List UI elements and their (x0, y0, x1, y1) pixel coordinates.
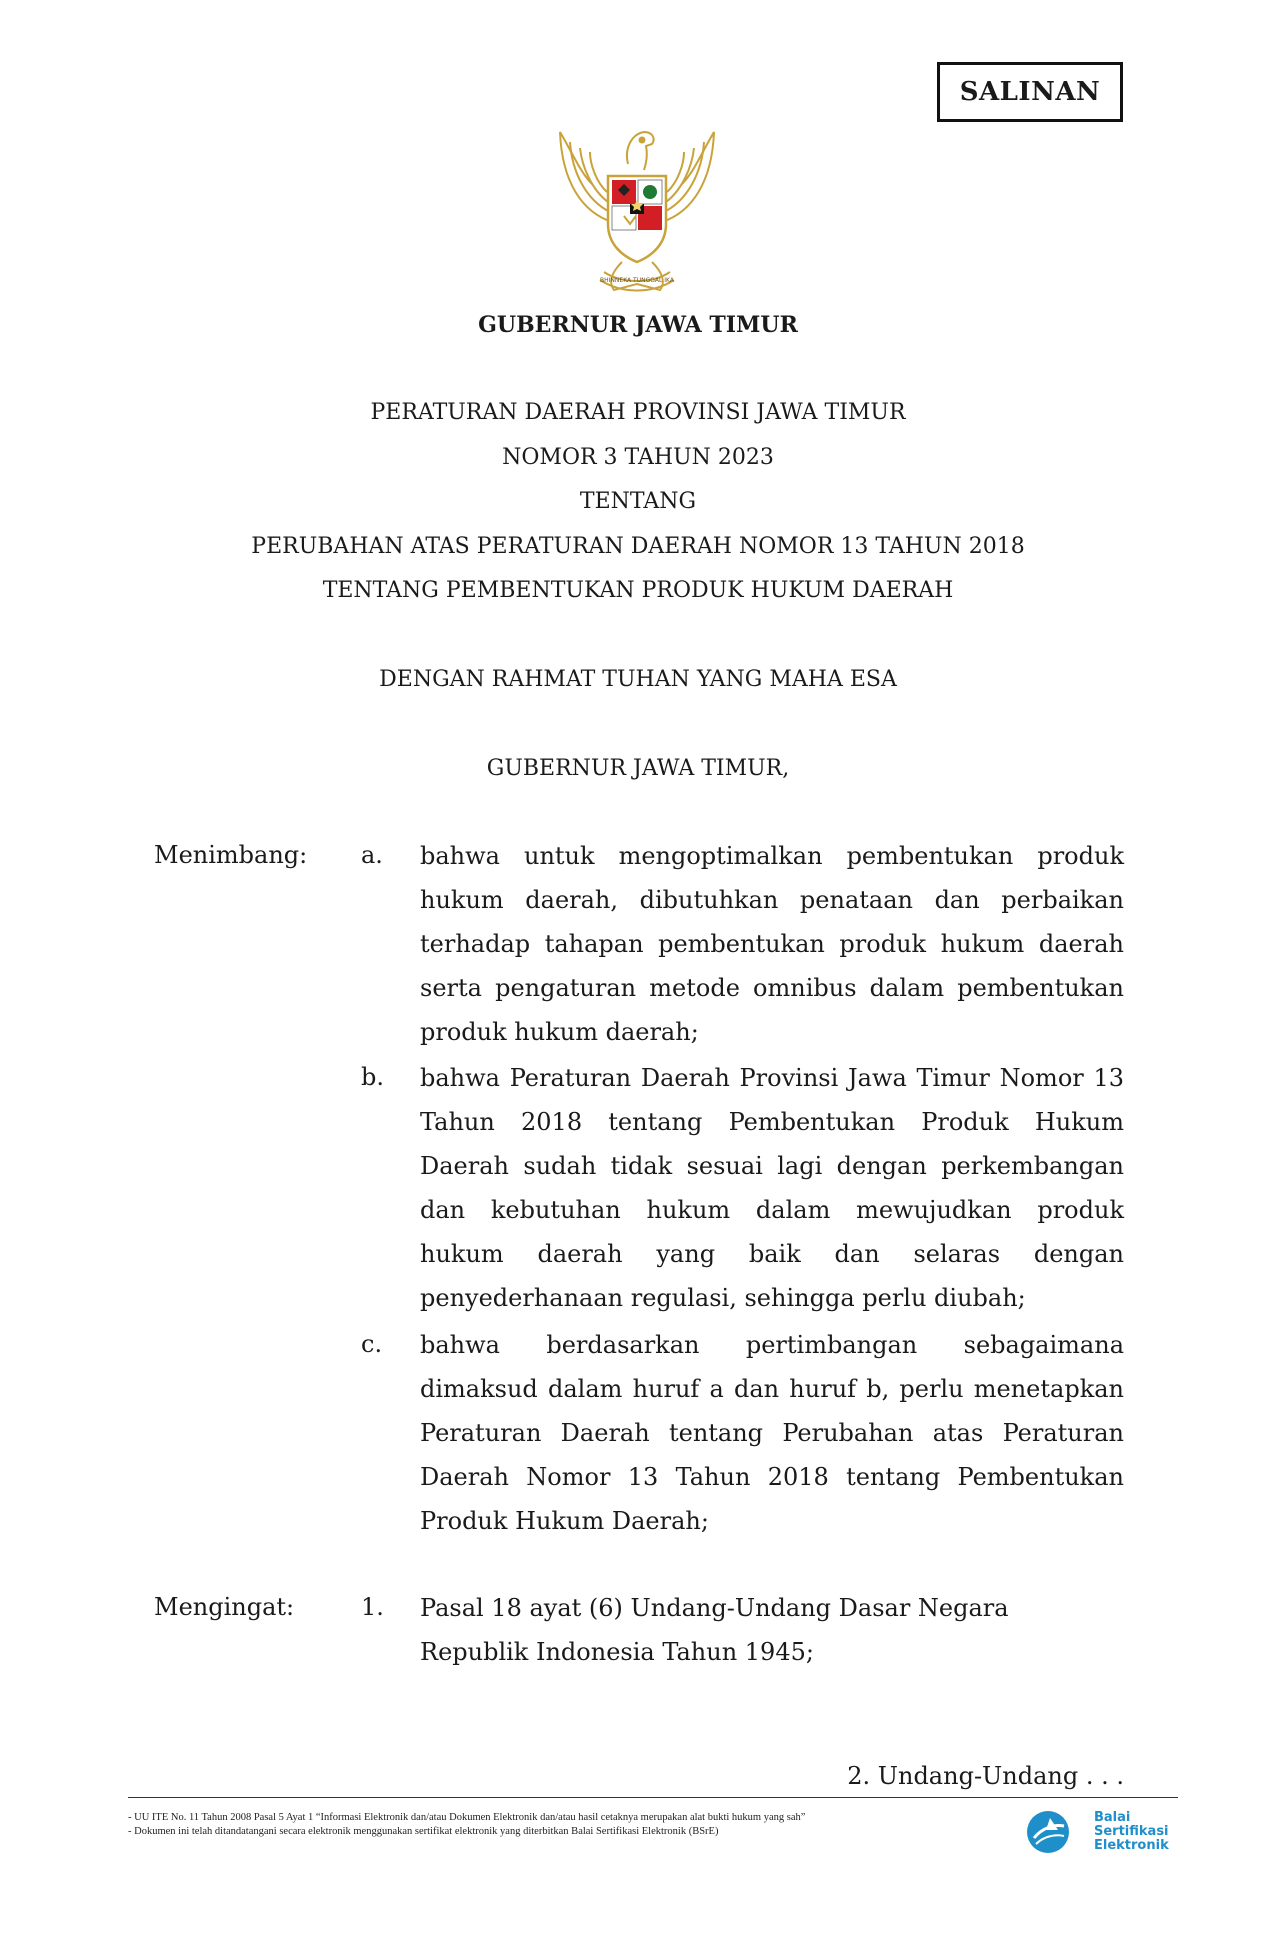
issuer-title: GUBERNUR JAWA TIMUR (478, 312, 798, 338)
mengingat-label: Mengingat: (154, 1593, 295, 1621)
bsre-logo-line: Sertifikasi (1094, 1824, 1169, 1839)
preamble: DENGAN RAHMAT TUHAN YANG MAHA ESA (379, 667, 897, 692)
bsre-logo-line: Elektronik (1094, 1838, 1169, 1853)
regulation-title-line-1: PERATURAN DAERAH PROVINSI JAWA TIMUR (370, 400, 906, 425)
menimbang-item-marker: b. (361, 1063, 384, 1091)
emblem-motto: BHINNEKA TUNGGAL IKA (600, 277, 674, 284)
authority-line: GUBERNUR JAWA TIMUR, (486, 756, 790, 781)
menimbang-label: Menimbang: (154, 841, 308, 869)
regulation-tentang: TENTANG (579, 489, 697, 514)
menimbang-item-text: bahwa untuk mengoptimalkan pembentukan produk hukum daerah, dibutuhkan penataan dan perbaikan terhadap tahapan pembentukan produk hukum daerah serta pengaturan metode omnibus dalam pembentukan produk hukum daerah; (420, 842, 1124, 1046)
salinan-stamp: SALINAN (937, 62, 1123, 122)
next-page-continuation: 2. Undang-Undang . . . (847, 1762, 1124, 1790)
menimbang-item-marker: c. (361, 1330, 383, 1358)
menimbang-item-marker: a. (361, 841, 383, 869)
regulation-number: NOMOR 3 TAHUN 2023 (502, 445, 774, 470)
garuda-pancasila-emblem (552, 112, 722, 302)
regulation-subject-line-2: TENTANG PEMBENTUKAN PRODUK HUKUM DAERAH (322, 578, 954, 603)
menimbang-item-text: bahwa berdasarkan pertimbangan sebagaimana dimaksud dalam huruf a dan huruf b, perlu menetapkan Peraturan Daerah tentang Perubahan atas Peraturan Daerah Nomor 13 Tahun 2018 tentang Pembentukan Produk Hukum Daerah; (420, 1331, 1124, 1535)
regulation-subject-line-1: PERUBAHAN ATAS PERATURAN DAERAH NOMOR 13 TAHUN 2018 (251, 534, 1025, 559)
footer-divider (128, 1797, 1178, 1798)
footer-note: - Dokumen ini telah ditandatangani secara elektronik menggunakan sertifikat elektronik yang diterbitkan Balai Sertifikasi Elektronik (BSrE) (128, 1826, 719, 1837)
bsre-logo-icon (1024, 1808, 1072, 1856)
bsre-logo-line: Balai (1094, 1810, 1131, 1825)
menimbang-item-text: bahwa Peraturan Daerah Provinsi Jawa Timur Nomor 13 Tahun 2018 tentang Pembentukan Produk Hukum Daerah sudah tidak sesuai lagi dengan perkembangan dan kebutuhan hukum dalam mewujudkan produk hukum daerah yang baik dan selaras dengan penyederhanaan regulasi, sehingga perlu diubah; (420, 1064, 1124, 1312)
footer-note: - UU ITE No. 11 Tahun 2008 Pasal 5 Ayat 1 “Informasi Elektronik dan/atau Dokumen Elektronik dan/atau hasil cetaknya merupakan alat bukti hukum yang sah” (128, 1812, 806, 1823)
mengingat-item-text: Pasal 18 ayat (6) Undang-Undang Dasar Negara Republik Indonesia Tahun 1945; (420, 1594, 1009, 1666)
mengingat-item-marker: 1. (361, 1593, 384, 1621)
